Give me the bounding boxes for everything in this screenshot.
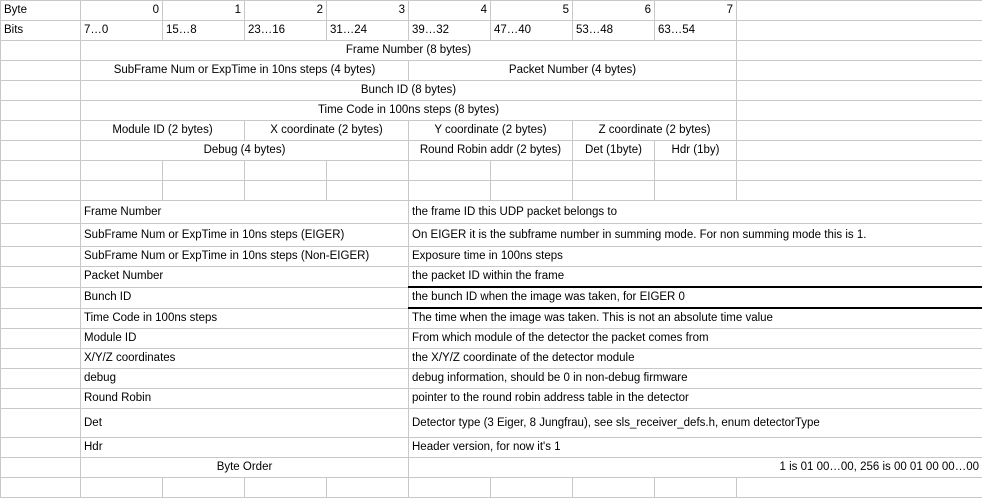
bit-range-2: 23…16 [245,21,327,41]
byte-number-0: 0 [81,1,163,21]
empty-cell [1,61,81,81]
spacer-row [1,161,982,181]
empty-cell [737,141,982,161]
description-text: Header version, for now it's 1 [409,438,982,458]
empty-cell [1,287,81,308]
empty-cell [245,161,327,181]
empty-cell [491,181,573,201]
field-det: Det (1byte) [573,141,655,161]
description-text: On EIGER it is the subframe number in summing mode. For non summing mode this is 1. [409,224,982,247]
description-row [1,308,982,329]
empty-cell [737,1,982,21]
spacer-row [1,181,982,201]
empty-cell [737,121,982,141]
empty-cell [409,478,491,498]
empty-cell [1,369,81,389]
empty-cell [1,201,81,224]
description-row [1,369,982,389]
byte-number-3: 3 [327,1,409,21]
packet-format-row [1,41,982,61]
description-row [1,224,982,247]
empty-cell [81,478,163,498]
field-packet-number: Packet Number (4 bytes) [409,61,737,81]
description-name: debug [81,369,409,389]
byte-number-7: 7 [655,1,737,21]
empty-cell [1,121,81,141]
empty-cell [655,181,737,201]
packet-format-row [1,141,982,161]
empty-cell [1,478,81,498]
description-text: debug information, should be 0 in non-debug firmware [409,369,982,389]
description-name: Round Robin [81,389,409,409]
byte-order-value: 1 is 01 00…00, 256 is 00 01 00 00…00 [409,458,982,478]
empty-cell [655,478,737,498]
empty-cell [573,181,655,201]
empty-cell [409,161,491,181]
field-hdr: Hdr (1by) [655,141,737,161]
empty-cell [1,81,81,101]
bit-range-5: 47…40 [491,21,573,41]
empty-cell [245,478,327,498]
description-row [1,349,982,369]
field-frame-number: Frame Number (8 bytes) [81,41,737,61]
empty-cell [1,458,81,478]
bit-range-0: 7…0 [81,21,163,41]
empty-cell [327,478,409,498]
description-name: SubFrame Num or ExpTime in 10ns steps (EIGER) [81,224,409,247]
bits-label: Bits [1,21,81,41]
empty-cell [737,181,982,201]
description-name: Frame Number [81,201,409,224]
description-row [1,389,982,409]
description-name: Hdr [81,438,409,458]
description-name: X/Y/Z coordinates [81,349,409,369]
empty-cell [327,161,409,181]
field-subframe-num: SubFrame Num or ExpTime in 10ns steps (4 bytes) [81,61,409,81]
description-name: Module ID [81,329,409,349]
empty-cell [1,308,81,329]
empty-cell [737,478,982,498]
bit-range-1: 15…8 [163,21,245,41]
empty-cell [1,409,81,438]
description-row [1,201,982,224]
description-row [1,329,982,349]
field-y-coordinate: Y coordinate (2 bytes) [409,121,573,141]
description-text: pointer to the round robin address table in the detector [409,389,982,409]
empty-cell [245,181,327,201]
bit-range-7: 63…54 [655,21,737,41]
byte-number-2: 2 [245,1,327,21]
empty-cell [1,349,81,369]
description-row [1,247,982,267]
empty-cell [737,21,982,41]
empty-cell [737,81,982,101]
description-text: the frame ID this UDP packet belongs to [409,201,982,224]
field-round-robin-addr: Round Robin addr (2 bytes) [409,141,573,161]
description-name: Time Code in 100ns steps [81,308,409,329]
empty-cell [737,41,982,61]
empty-cell [409,181,491,201]
empty-cell [1,224,81,247]
description-row [1,438,982,458]
description-text: Detector type (3 Eiger, 8 Jungfrau), see sls_receiver_defs.h, enum detectorType [409,409,982,438]
empty-cell [81,181,163,201]
empty-cell [163,161,245,181]
field-debug: Debug (4 bytes) [81,141,409,161]
empty-cell [1,438,81,458]
bit-range-6: 53…48 [573,21,655,41]
empty-cell [1,41,81,61]
empty-cell [1,141,81,161]
empty-cell [737,101,982,121]
byte-number-6: 6 [573,1,655,21]
packet-format-row [1,101,982,121]
byte-order-row [1,458,982,478]
empty-cell [491,478,573,498]
empty-cell [163,181,245,201]
field-z-coordinate: Z coordinate (2 bytes) [573,121,737,141]
empty-cell [1,161,81,181]
empty-cell [1,181,81,201]
empty-cell [1,101,81,121]
empty-cell [573,478,655,498]
bit-range-4: 39…32 [409,21,491,41]
byte-label: Byte [1,1,81,21]
packet-format-row [1,61,982,81]
byte-number-row [1,1,982,21]
empty-cell [163,478,245,498]
description-name: Packet Number [81,267,409,288]
description-row [1,267,982,288]
description-row-selected [1,287,982,308]
empty-cell [327,181,409,201]
empty-cell [573,161,655,181]
description-text: the packet ID within the frame [409,267,982,288]
empty-cell [655,161,737,181]
byte-number-1: 1 [163,1,245,21]
bit-range-3: 31…24 [327,21,409,41]
packet-format-row [1,81,982,101]
field-bunch-id: Bunch ID (8 bytes) [81,81,737,101]
description-name: Bunch ID [81,287,409,308]
empty-cell [1,329,81,349]
packet-format-row [1,121,982,141]
description-text: Exposure time in 100ns steps [409,247,982,267]
byte-order-label: Byte Order [81,458,409,478]
description-text: From which module of the detector the packet comes from [409,329,982,349]
description-name: SubFrame Num or ExpTime in 10ns steps (Non-EIGER) [81,247,409,267]
empty-cell [81,161,163,181]
empty-cell [1,267,81,288]
empty-cell [1,247,81,267]
description-row [1,409,982,438]
description-text: The time when the image was taken. This is not an absolute time value [409,308,982,329]
byte-number-5: 5 [491,1,573,21]
empty-cell [737,161,982,181]
empty-cell [491,161,573,181]
field-module-id: Module ID (2 bytes) [81,121,245,141]
description-name: Det [81,409,409,438]
field-time-code: Time Code in 100ns steps (8 bytes) [81,101,737,121]
field-x-coordinate: X coordinate (2 bytes) [245,121,409,141]
description-text[interactable]: the bunch ID when the image was taken, for EIGER 0 [409,287,982,308]
byte-number-4: 4 [409,1,491,21]
empty-cell [1,389,81,409]
spacer-row [1,478,982,498]
empty-cell [737,61,982,81]
bit-range-row [1,21,982,41]
description-text: the X/Y/Z coordinate of the detector module [409,349,982,369]
